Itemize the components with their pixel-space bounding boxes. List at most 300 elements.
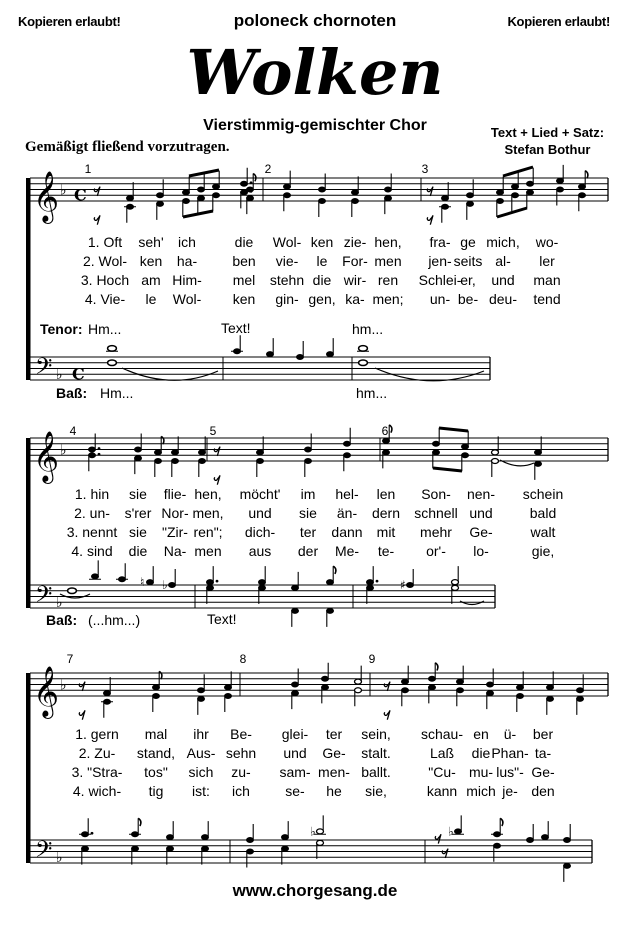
lyric-syllable: ler [539, 253, 555, 269]
bass-note [282, 846, 289, 851]
alto-note [225, 694, 232, 699]
soprano-note [284, 184, 291, 189]
lyric-syllable: 2. Zu- [78, 745, 116, 761]
eighth-rest [214, 475, 220, 484]
lyric-syllable: mel [232, 272, 256, 288]
lyric-syllable: schau- [420, 726, 464, 742]
key-signature-flat-icon: ♭ [60, 442, 67, 459]
lyric-syllable: 2. Wol- [82, 253, 128, 269]
lyric-syllable: be- [457, 291, 479, 307]
tenor-note [282, 835, 289, 840]
alto-note [241, 190, 248, 195]
accidental-icon: ♮ [140, 575, 145, 590]
alto-note [322, 685, 329, 690]
soprano-note [467, 193, 474, 198]
credit-author: Stefan Bothur [504, 142, 591, 157]
lyric-syllable: ber [532, 726, 554, 742]
lyric-syllable: en [473, 726, 489, 742]
bass-note [317, 840, 324, 845]
lyric-syllable: man [533, 272, 561, 288]
accidental-icon: ♭ [310, 824, 316, 839]
lyric-syllable: die [128, 543, 148, 559]
alto-note [517, 694, 524, 699]
lyric-syllable: Schlei- [418, 272, 462, 288]
voice-label: Text! [221, 320, 251, 336]
lyric-syllable: zu- [231, 764, 251, 780]
treble-clef-icon: 𝄞 [33, 666, 60, 717]
voice-label: (...hm...) [88, 612, 141, 628]
lyric-syllable: ka- [345, 291, 365, 307]
tenor-note [327, 580, 334, 585]
lyric-syllable: ich [232, 783, 250, 799]
soprano-note [199, 450, 206, 455]
soprano-note [157, 193, 164, 198]
lyric-syllable: mu- [468, 764, 494, 780]
soprano-note [127, 196, 134, 201]
lyric-syllable: und [248, 505, 272, 521]
system-bracket [26, 673, 30, 863]
measure-number: 7 [66, 652, 74, 666]
voice-label: hm... [356, 385, 388, 401]
bass-note [564, 863, 571, 868]
lyric-syllable: sein, [361, 726, 391, 742]
lyric-syllable: die [471, 745, 491, 761]
soprano-note [305, 447, 312, 452]
lyric-syllable: walt [530, 524, 556, 540]
alto-note [257, 459, 264, 464]
lyric-syllable: 4. Vie- [84, 291, 126, 307]
lyric-syllable: mich [466, 783, 496, 799]
alto-note [247, 196, 254, 201]
lyric-syllable: Ge- [531, 764, 555, 780]
augmentation-dot [376, 580, 379, 583]
soprano-note [355, 679, 362, 684]
tenor-note [317, 829, 324, 834]
key-signature-flat-icon: ♭ [56, 850, 63, 866]
voice-label: Hm... [100, 385, 134, 401]
system-bracket [26, 438, 30, 608]
lyric-syllable: tend [533, 291, 561, 307]
lyric-syllable: Be- [230, 726, 252, 742]
common-time-icon: C [72, 364, 85, 384]
lyric-syllable: For- [342, 253, 368, 269]
lyric-syllable: s'rer [124, 505, 152, 521]
tenor-note [169, 583, 176, 588]
lyric-syllable: ü- [503, 726, 517, 742]
bass-clef-icon: 𝄢 [35, 837, 53, 868]
bass-note [167, 846, 174, 851]
soprano-note [153, 685, 160, 690]
tenor-note [259, 580, 266, 585]
lyric-syllable: sehn [225, 745, 257, 761]
soprano-note [352, 190, 359, 195]
lyric-syllable: 3. "Stra- [71, 764, 123, 780]
lyric-syllable: ha- [176, 253, 198, 269]
tenor-note [119, 577, 126, 582]
alto-note [497, 199, 504, 204]
lyric-syllable: deu- [488, 291, 518, 307]
alto-note [157, 201, 164, 206]
eighth-rest [94, 215, 100, 224]
lyric-syllable: len [376, 486, 396, 502]
measure-number: 3 [421, 162, 429, 176]
tenor-note [494, 832, 501, 837]
soprano-note [383, 438, 390, 443]
lyric-syllable: vie- [275, 253, 299, 269]
soprano-note [257, 450, 264, 455]
alto-note [383, 450, 390, 455]
lyric-syllable: mich, [486, 234, 520, 250]
lyric-syllable: Phan- [491, 745, 529, 761]
system-bracket [26, 178, 30, 380]
tenor-note [82, 832, 89, 837]
lyric-syllable: im [300, 486, 316, 502]
alto-note [462, 453, 469, 458]
key-signature-flat-icon: ♭ [56, 367, 63, 383]
voice-label: Baß: [46, 612, 78, 628]
lyric-syllable: al- [495, 253, 511, 269]
soprano-note [512, 184, 519, 189]
song-subtitle: Vierstimmig-gemischter Chor [203, 117, 427, 134]
soprano-note [198, 187, 205, 192]
alto-note [535, 461, 542, 466]
lyric-syllable: lus"- [496, 764, 524, 780]
measure-number: 6 [381, 424, 389, 438]
lyric-syllable: 1. Oft [87, 234, 123, 250]
lyric-syllable: ter [325, 726, 343, 742]
lyric-syllable: bald [529, 505, 557, 521]
voice-label: Baß: [56, 385, 88, 401]
beam [439, 428, 468, 431]
soprano-note [492, 450, 499, 455]
lyric-syllable: Nor- [161, 505, 189, 521]
alto-note [429, 685, 436, 690]
lyric-syllable: Ge- [322, 745, 346, 761]
alto-note [557, 187, 564, 192]
eighth-rest [427, 215, 433, 224]
soprano-note [213, 184, 220, 189]
lyric-syllable: hen, [194, 486, 222, 502]
soprano-note [433, 441, 440, 446]
tenor-note [202, 835, 209, 840]
alto-note [198, 696, 205, 701]
alto-note [352, 199, 359, 204]
lyric-syllable: flie- [163, 486, 187, 502]
tenor-note [297, 355, 304, 360]
soprano-note [535, 450, 542, 455]
lyric-syllable: Aus- [186, 745, 216, 761]
alto-note [579, 193, 586, 198]
lyric-syllable: mehr [420, 524, 452, 540]
whole-note [108, 346, 117, 352]
lyric-syllable: er, [460, 272, 476, 288]
lyric-syllable: dern [371, 505, 401, 521]
key-signature-flat-icon: ♭ [60, 182, 67, 199]
bass-note [327, 608, 334, 613]
alto-note [292, 691, 299, 696]
lyric-syllable: hen, [374, 234, 402, 250]
lyric-syllable: un- [429, 291, 451, 307]
bass-note [132, 846, 139, 851]
accidental-icon: ♯ [400, 578, 406, 592]
soprano-note [442, 196, 449, 201]
soprano-note [577, 688, 584, 693]
treble-clef-icon: 𝄞 [33, 171, 60, 222]
alto-note [577, 696, 584, 701]
lyric-syllable: men [194, 543, 222, 559]
whole-note [108, 360, 117, 366]
lyric-syllable: nen- [466, 486, 496, 502]
lyric-syllable: sam- [279, 764, 311, 780]
bass-note [452, 585, 459, 590]
tenor-note [327, 352, 334, 357]
soprano-note [429, 676, 436, 681]
lyric-syllable: ballt. [361, 764, 391, 780]
alto-note [487, 691, 494, 696]
augmentation-dot [216, 580, 219, 583]
lyric-syllable: men- [318, 764, 350, 780]
voice-label: Text! [207, 611, 237, 627]
alto-note [527, 190, 534, 195]
alto-note [385, 196, 392, 201]
lyric-syllable: stalt. [361, 745, 391, 761]
lyric-syllable: he [326, 783, 342, 799]
lyric-syllable: le [145, 291, 157, 307]
lyric-syllable: Son- [421, 486, 451, 502]
lyric-syllable: mit [376, 524, 396, 540]
lyric-syllable: "Zir- [162, 524, 188, 540]
soprano-note [579, 184, 586, 189]
lyric-syllable: stand, [136, 745, 176, 761]
whole-note [359, 360, 368, 366]
lyric-syllable: je- [502, 783, 518, 799]
tenor-note [132, 832, 139, 837]
copy-notice-left: Kopieren erlaubt! [18, 14, 121, 29]
lyric-syllable: ken [139, 253, 163, 269]
tenor-note [167, 835, 174, 840]
tenor-note [542, 835, 549, 840]
whole-note [359, 346, 368, 352]
lyric-syllable: 4. sind [71, 543, 113, 559]
alto-note [172, 459, 179, 464]
lyric-syllable: schnell [414, 505, 458, 521]
lyric-syllable: se- [285, 783, 305, 799]
alto-note [153, 694, 160, 699]
bass-note [247, 849, 254, 854]
lyric-syllable: sie [129, 486, 147, 502]
eighth-rest [435, 834, 441, 843]
tenor-note [564, 838, 571, 843]
lyric-syllable: gie, [531, 543, 555, 559]
lyric-syllable: ken [310, 234, 334, 250]
song-title: Wolken [186, 36, 444, 109]
soprano-note [104, 691, 111, 696]
lyric-syllable: 4. wich- [72, 783, 122, 799]
lyric-syllable: gen, [308, 291, 336, 307]
tenor-note [452, 580, 459, 585]
lyric-syllable: 3. nennt [66, 524, 118, 540]
lyric-syllable: men [374, 253, 402, 269]
soprano-note [155, 450, 162, 455]
bass-note [82, 846, 89, 851]
accidental-icon: ♭ [448, 824, 454, 839]
lyric-syllable: 1. hin [74, 486, 110, 502]
alto-note [213, 193, 220, 198]
lyric-syllable: mal [144, 726, 168, 742]
lyric-syllable: den [531, 783, 555, 799]
lyric-syllable: glei- [281, 726, 309, 742]
alto-note [457, 688, 464, 693]
bass-note [207, 585, 214, 590]
lyric-syllable: 1. gern [75, 726, 119, 742]
lyric-syllable: sie [299, 505, 317, 521]
eighth-rest [384, 682, 390, 691]
soprano-note [322, 676, 329, 681]
bass-note [259, 585, 266, 590]
tenor-note [247, 838, 254, 843]
alto-note [305, 459, 312, 464]
lyric-syllable: ihr [193, 726, 209, 742]
soprano-note [135, 447, 142, 452]
lyric-syllable: Me- [334, 543, 360, 559]
soprano-note [319, 187, 326, 192]
alto-note [344, 453, 351, 458]
tenor-note [527, 838, 534, 843]
key-signature-flat-icon: ♭ [56, 595, 63, 611]
lyric-syllable: ter [299, 524, 317, 540]
alto-note [135, 456, 142, 461]
voice-label: Tenor: [40, 321, 83, 337]
augmentation-dot [98, 447, 101, 450]
augmentation-dot [250, 181, 253, 184]
soprano-note [344, 441, 351, 446]
soprano-note [198, 688, 205, 693]
lyric-syllable: dich- [244, 524, 276, 540]
lyric-syllable: Wol- [172, 291, 202, 307]
lyric-syllable: dann [331, 524, 363, 540]
measure-number: 8 [239, 652, 247, 666]
lyric-syllable: lo- [473, 543, 489, 559]
lyric-syllable: ren [377, 272, 399, 288]
lyric-syllable: seh' [138, 234, 164, 250]
common-time-icon: C [74, 185, 87, 205]
lyric-syllable: ta- [534, 745, 552, 761]
lyric-syllable: wo- [535, 234, 559, 250]
beam [433, 468, 462, 471]
tenor-note [207, 580, 214, 585]
soprano-note [547, 685, 554, 690]
lyric-syllable: ist: [192, 783, 210, 799]
lyric-syllable: Him- [172, 272, 202, 288]
lyric-syllable: kann [426, 783, 458, 799]
lyric-syllable: än- [336, 505, 358, 521]
tenor-note [234, 349, 241, 354]
accidental-icon: ♭ [162, 578, 168, 592]
lyric-syllable: 3. Hoch [80, 272, 130, 288]
measure-number: 9 [368, 652, 376, 666]
lyric-syllable: sie, [365, 783, 387, 799]
lyric-syllable: ken [232, 291, 256, 307]
soprano-note [89, 447, 96, 452]
lyric-syllable: sich [188, 764, 214, 780]
publisher-name: poloneck chornoten [233, 11, 397, 30]
alto-note [127, 204, 134, 209]
tenor-note [455, 829, 462, 834]
alto-note [319, 199, 326, 204]
copy-notice-right: Kopieren erlaubt! [507, 14, 610, 29]
lyric-syllable: ich [178, 234, 196, 250]
voice-label: hm... [352, 321, 384, 337]
lyric-syllable: men; [372, 291, 404, 307]
bass-note [202, 846, 209, 851]
soprano-note [183, 190, 190, 195]
eighth-rest [384, 710, 390, 719]
eighth-rest [214, 447, 220, 456]
lyric-syllable: aus [248, 543, 272, 559]
soprano-note [517, 685, 524, 690]
alto-note [155, 459, 162, 464]
soprano-note [225, 685, 232, 690]
lyric-syllable: te- [377, 543, 395, 559]
lyric-syllable: möcht' [239, 486, 281, 502]
lyric-syllable: die [312, 272, 332, 288]
alto-note [199, 459, 206, 464]
alto-note [198, 196, 205, 201]
eighth-rest [79, 682, 85, 691]
soprano-note [385, 187, 392, 192]
credit-role: Text + Lied + Satz: [490, 125, 605, 140]
lyric-syllable: hel- [335, 486, 359, 502]
lyric-syllable: und [469, 505, 493, 521]
lyric-syllable: und [491, 272, 515, 288]
alto-note [442, 204, 449, 209]
augmentation-dot [250, 190, 253, 193]
tenor-note [367, 580, 374, 585]
soprano-note [557, 178, 564, 183]
alto-note [433, 450, 440, 455]
lyric-syllable: jen- [428, 253, 452, 269]
measure-number: 1 [84, 162, 92, 176]
lyric-syllable: am [141, 272, 161, 288]
soprano-note [457, 679, 464, 684]
website-url: www.chorgesang.de [232, 881, 398, 900]
measure-number: 4 [69, 424, 77, 438]
lyric-syllable: tig [148, 783, 164, 799]
alto-note [512, 193, 519, 198]
lyric-syllable: seits [453, 253, 483, 269]
lyric-syllable: or'- [426, 543, 446, 559]
alto-note [492, 459, 499, 464]
lyric-syllable: Ge- [469, 524, 493, 540]
whole-note [68, 588, 77, 594]
tenor-note [292, 585, 299, 590]
voice-label: Hm... [88, 321, 122, 337]
lyric-syllable: stehn [269, 272, 305, 288]
soprano-note [497, 190, 504, 195]
lyric-syllable: schein [522, 486, 564, 502]
eighth-rest [79, 710, 85, 719]
lyric-syllable: ge [460, 234, 476, 250]
tenor-note [92, 574, 99, 579]
tenor-note [407, 583, 414, 588]
alto-note [89, 453, 96, 458]
eighth-rest [442, 849, 448, 858]
bass-note [367, 585, 374, 590]
bass-note [292, 608, 299, 613]
lyric-syllable: Wol- [272, 234, 302, 250]
lyric-syllable: "Cu- [428, 764, 456, 780]
augmentation-dot [91, 832, 94, 835]
